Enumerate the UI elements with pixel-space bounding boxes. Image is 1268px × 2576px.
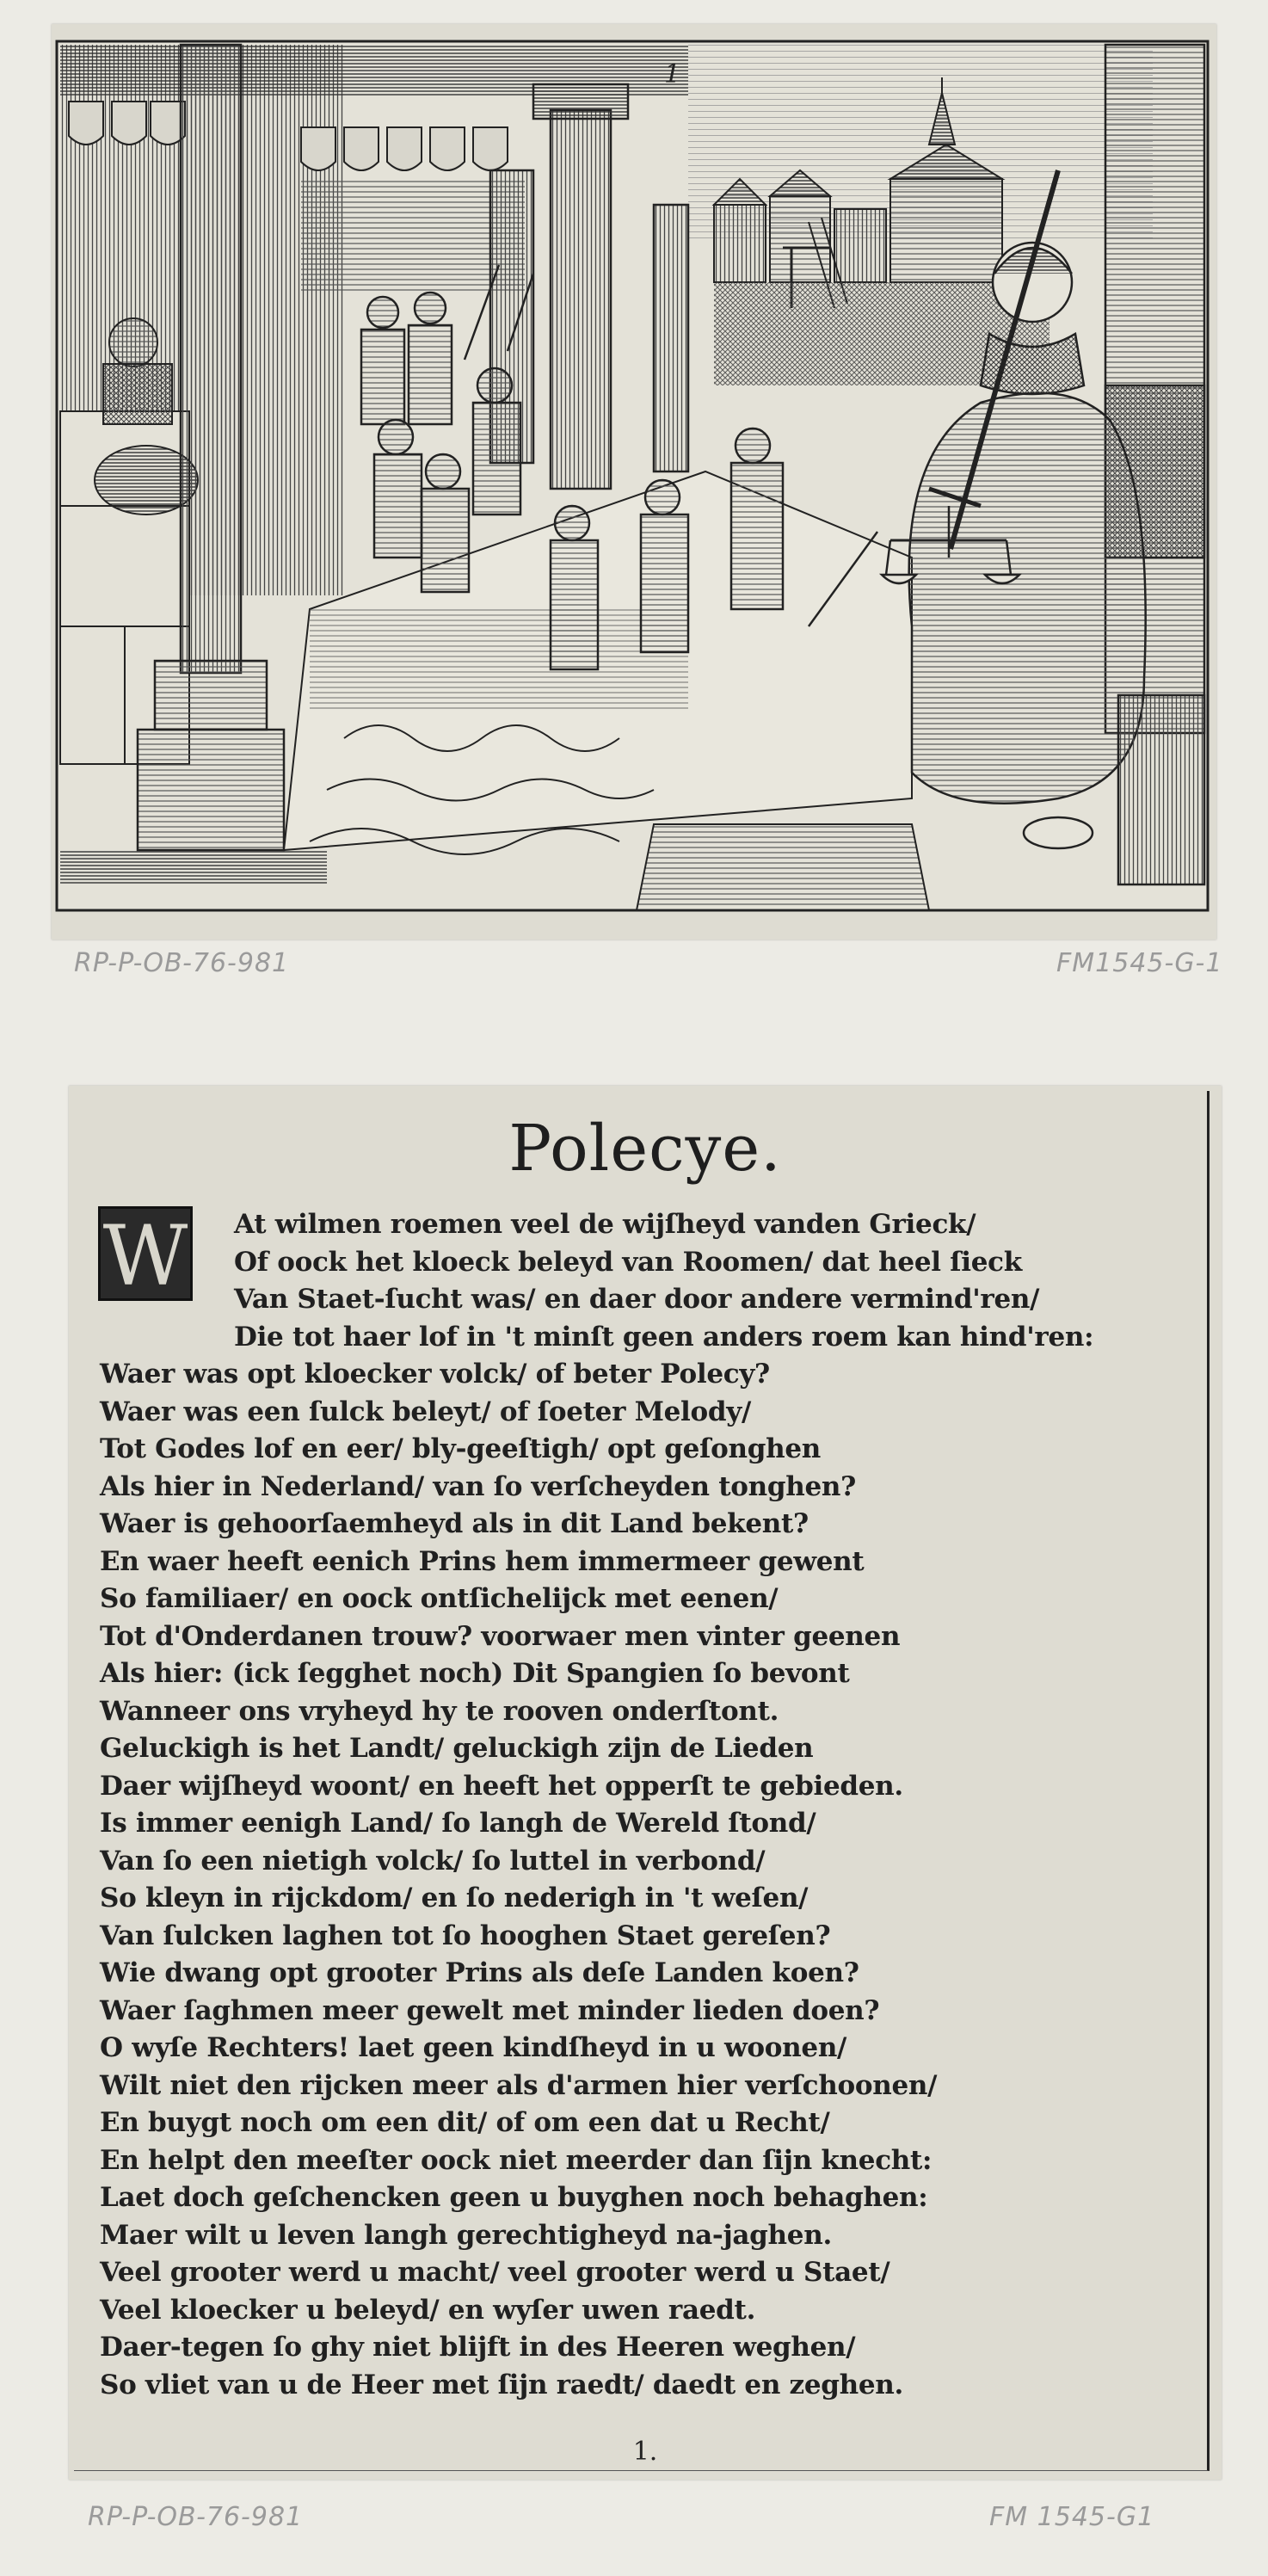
poem-line: Daer wijſheyd woont/ en heeft het opperſt te gebieden. [100,1770,903,1802]
poem-line: Daer-tegen ſo ghy niet blijft in des Heeren weghen/ [100,2332,856,2363]
poem-line: Die tot haer lof in 't minſt geen anders roem kan hind'ren: [234,1321,1094,1353]
engraving-inventory-left: RP-P-OB-76-981 [74,948,290,978]
engraving-image [52,24,1216,940]
poem-line: So familiaer/ en oock ontſichelijck met eenen/ [100,1583,779,1614]
poem-line: Veel grooter werd u macht/ veel grooter werd u Staet/ [100,2257,890,2288]
drop-cap: W [98,1206,193,1301]
poem-body [100,1206,1201,2404]
poem-line: Tot Godes lof en eer/ bly-geeſtigh/ opt geſonghen [100,1433,822,1464]
poem-line: Wilt niet den rijcken meer als d'armen hier verſchoonen/ [100,2069,938,2101]
poem-line: Waer was een ſulck beleyt/ of ſoeter Melody/ [100,1396,752,1427]
poem-line: Is immer eenigh Land/ ſo langh de Wereld ſtond/ [100,1808,816,1839]
poem-line: Veel kloecker u beleyd/ en wyſer uwen raedt. [100,2294,756,2326]
poem-line: So kleyn in rijckdom/ en ſo nederigh in 't weſen/ [100,1883,809,1914]
engraving-page-number: 1 [664,59,681,89]
poem-title: Polecye. [508,1112,782,1186]
poem-line: Waer was opt kloecker volck/ of beter Polecy? [100,1359,770,1390]
poem-line: Van ſo een nietigh volck/ ſo luttel in verbond/ [100,1845,766,1877]
engraving-inventory-right: FM1545-G-1 [1056,948,1223,978]
poem-line: Waer is gehoorſaemheyd als in dit Land bekent? [100,1508,809,1539]
poem-line: Van ſulcken laghen tot ſo hooghen Staet gereſen? [100,1920,831,1951]
poem-line: En waer heeft eenich Prins hem immermeer gewent [100,1545,865,1577]
text-sheet [69,1086,1222,2480]
poem-line: Van Staet-ſucht was/ en daer door andere vermind'ren/ [234,1284,1040,1315]
poem-line: Wanneer ons vryheyd hy te rooven onderſtont. [100,1695,779,1727]
poem-line: Laet doch geſchencken geen u buyghen noch behaghen: [100,2182,928,2213]
poem-page-number: 1. [632,2437,658,2467]
engraving-sheet [52,24,1216,940]
poem-line: Als hier in Nederland/ van ſo verſcheyden tonghen? [100,1470,857,1502]
poem-line: Of oock het kloeck beleyd van Roomen/ dat heel ſieck [234,1246,1022,1278]
poem-line: Wie dwang opt grooter Prins als deſe Landen koen? [100,1957,859,1988]
poem-line: Maer wilt u leven langh gerechtigheyd na-jaghen. [100,2219,832,2251]
poem-line: O wyſe Rechters! laet geen kindſheyd in u woonen/ [100,2032,847,2063]
poem-inventory-right: FM 1545-G1 [989,2502,1155,2532]
poem-line: En buygt noch om een dit/ of om een dat u Recht/ [100,2107,830,2138]
poem-line: Als hier: (ick ſegghet noch) Dit Spangien ſo bevont [100,1658,850,1689]
poem-inventory-left: RP-P-OB-76-981 [88,2502,304,2532]
poem-line: Geluckigh is het Landt/ geluckigh zijn de Lieden [100,1733,814,1764]
poem-line: Waer ſaghmen meer gewelt met minder lieden doen? [100,1994,880,2026]
poem-line: Tot d'Onderdanen trouw? voorwaer men vinter geenen [100,1620,901,1652]
poem-line: At wilmen roemen veel de wijſheyd vanden Grieck/ [234,1209,976,1240]
poem-line: En helpt den meeſter oock niet meerder dan ſijn knecht: [100,2144,933,2176]
poem-line: So vliet van u de Heer met ſijn raedt/ daedt en zeghen. [100,2369,904,2400]
